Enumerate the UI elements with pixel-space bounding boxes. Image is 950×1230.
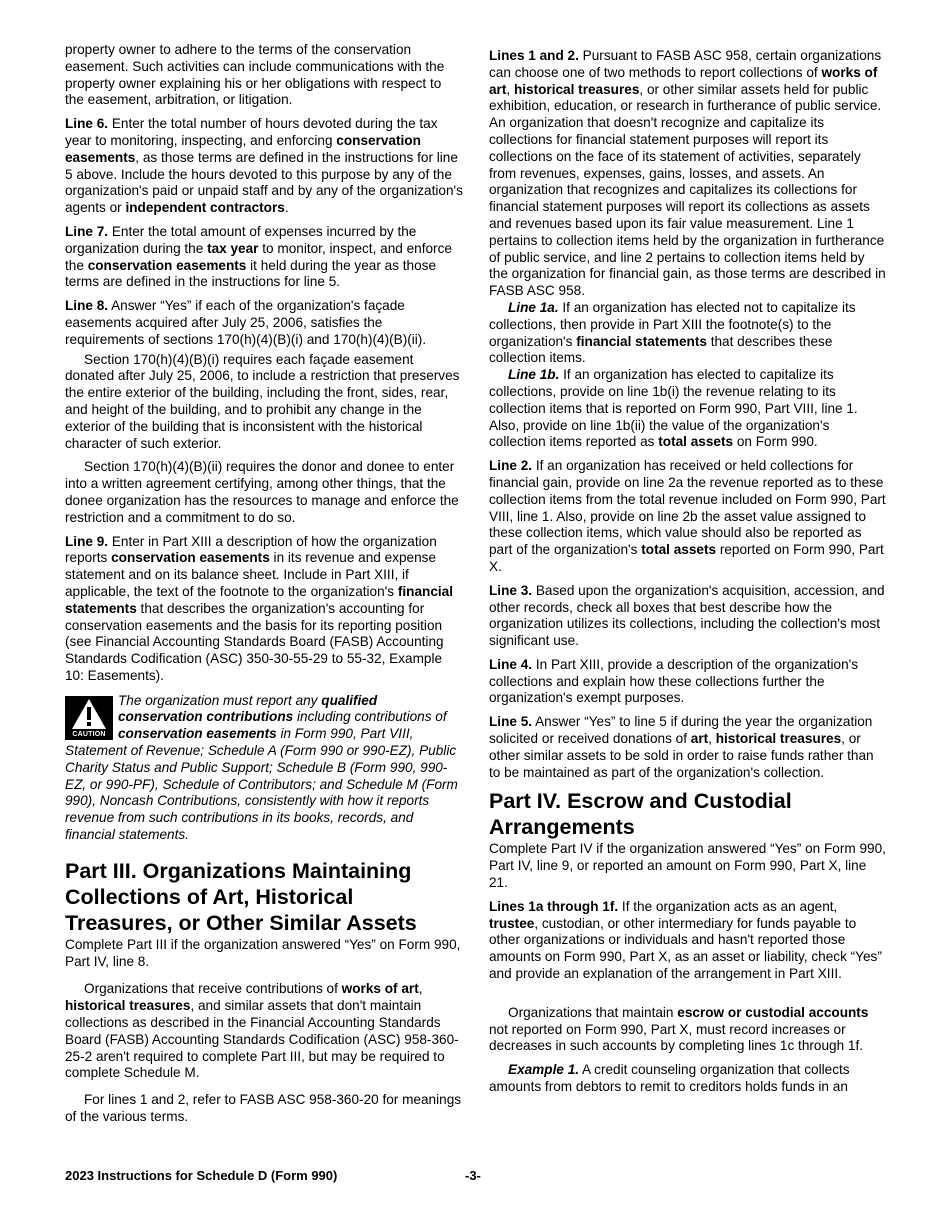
caution-icon [65, 696, 113, 740]
bold-term: conservation easements [111, 550, 270, 566]
escrow-accounts-paragraph [489, 1005, 887, 1055]
text: The organization must report any [118, 692, 322, 708]
section-b-ii-paragraph: Section 170(h)(4)(B)(ii) requires the donor and donee to enter into a written agreement certifying, among other things, that the donee organization has the resources to manage and enforce the restriction and a commitment to do so. [65, 459, 459, 525]
text: , [708, 731, 716, 747]
part-3-paragraph [65, 981, 463, 1082]
text: Enter in Part XIII a description of how the organization reports [65, 533, 437, 566]
continued-paragraph: property owner to adhere to the terms of the conservation easement. Such activities can include communications with the property owner explaining his or her obligations with respect to the easement, arbitration, or litigation. [65, 42, 445, 108]
bold-term: financial statements [65, 583, 454, 616]
part-3-intro: Complete Part III if the organization answered “Yes” on Form 990, Part IV, line 8. [65, 936, 461, 969]
lines-1a-1f-label: Lines 1a through 1f. [489, 898, 619, 914]
text: Answer “Yes” if each of the organization's façade easements acquired after July 25, 2006, satisfies the requirements of sections 170(h)(4)(B)(i) and 170(h)(4)(B)(ii). [65, 298, 427, 347]
text: If the organization acts as an agent, [618, 898, 838, 914]
warning-triangle-icon [71, 698, 107, 730]
text: , [506, 81, 514, 97]
text: Answer “Yes” to line 5 if during the year the organization solicited or received donations of [489, 714, 873, 747]
bold-term: financial statements [576, 333, 707, 349]
bold-term: conservation easements [118, 726, 277, 742]
line-5-label: Line 5. [489, 714, 533, 730]
line-9-label: Line 9. [65, 533, 109, 549]
example-1-label: Example 1. [508, 1062, 580, 1078]
part-3-heading: Part III. Organizations Maintaining Collections of Art, Historical Treasures, or Other Similar Assets [65, 858, 417, 935]
line-8-paragraph [65, 298, 463, 348]
line-6-label: Line 6. [65, 116, 109, 132]
text: Pursuant to FASB ASC 958, certain organizations can choose one of two methods to report collections of [489, 48, 882, 80]
text: , or other similar assets to be sold in order to raise funds rather than to be maintained as part of the organization's collection. [489, 731, 874, 780]
text: In Part XIII, provide a description of the organization's collections and explain how these collections further the organization's exempt purposes. [489, 656, 859, 706]
bold-term: art [690, 731, 709, 747]
line-1b-label: Line 1b. [508, 367, 560, 383]
line-5-paragraph [489, 714, 887, 781]
line-4-paragraph [489, 657, 887, 707]
part-4-intro: Complete Part IV if the organization answered “Yes” on Form 990, Part IV, line 9, or reported an amount on Form 990, Part X, line 21. [489, 841, 886, 891]
bold-term: works of art [489, 64, 878, 97]
bold-term: qualified conservation contributions [118, 692, 378, 725]
bold-term: works of art [341, 981, 419, 997]
right-column [489, 48, 887, 1103]
bold-term: historical treasures [513, 81, 640, 97]
line-3-label: Line 3. [489, 582, 533, 598]
line-2-paragraph [489, 458, 887, 576]
line-6-paragraph [65, 116, 463, 217]
line-7-label: Line 7. [65, 223, 109, 239]
part-4-heading: Part IV. Escrow and Custodial Arrangements [489, 789, 792, 840]
line-2-label: Line 2. [489, 458, 533, 474]
line-1a-paragraph [489, 300, 887, 367]
lines-1-2-label: Lines 1 and 2. [489, 48, 579, 63]
lines-1a-1f-paragraph [489, 899, 887, 983]
page-number: -3- [465, 1168, 481, 1183]
lines-1-2-paragraph [489, 48, 887, 300]
line-3-paragraph [489, 583, 887, 650]
text: Organizations that receive contributions of [84, 981, 342, 997]
text: , or other similar assets held for public exhibition, education, or research in furtherance of public service. An organization that doesn't recognize and capitalize its collections for financial statement purposes will report its collections on the face of its statement of activities, separately from revenues, expenses, gains, losses, and assets. An organization that recognizes and capitalizes its collections for financial statement purposes will report its collections as assets and revenues based upon its fair value measurement. Line 1 pertains to collection items held by the organization in furtherance of public service, and line 2 pertains to collection items held by the organization for financial gain, as those terms are described in FASB ASC 958. [489, 81, 886, 299]
line-1b-paragraph [489, 367, 887, 451]
text: Organizations that maintain [508, 1004, 678, 1020]
caution-note [65, 693, 463, 844]
line-1a-label: Line 1a. [508, 299, 559, 315]
caution-label: CAUTION [72, 730, 106, 738]
line-4-label: Line 4. [489, 656, 533, 672]
bold-term: total assets [641, 542, 717, 558]
text: not reported on Form 990, Part X, must record increases or decreases in such accounts by completing lines 1c through 1f. [489, 1021, 864, 1054]
text: Enter the total number of hours devoted during the tax year to monitoring, inspecting, and enforcing [65, 116, 438, 148]
bold-term: tax year [207, 240, 259, 256]
text: to monitor, inspect, and enforce the [65, 240, 452, 273]
text: Enter the total amount of expenses incurred by the organization during the [65, 223, 417, 256]
bold-term: total assets [658, 434, 734, 450]
text: , as those terms are defined in the instructions for line 5 above. Include the hours devoted to this purpose by any of the organization's paid or unpaid staff and by any of the organization's agents or [65, 149, 463, 216]
bold-term: historical treasures [715, 731, 842, 747]
text: in its revenue and expense statement and on its balance sheet. Include in Part XIII, if applicable, the text of the footnote to the organization's [65, 550, 437, 599]
line-8-label: Line 8. [65, 298, 109, 314]
bold-term: independent contractors [125, 200, 285, 216]
section-b-i-paragraph: Section 170(h)(4)(B)(i) requires each façade easement donated after July 25, 2006, to include a restriction that preserves the entire exterior of the building, including the front, sides, rear, and height of the building, and to prohibit any change in the exterior of the building that is inconsistent with the historical character of such exterior. [65, 351, 460, 451]
text: that describes these collection items. [489, 333, 833, 366]
bold-term: escrow or custodial accounts [677, 1004, 869, 1020]
text: Based upon the organization's acquisition, accession, and other records, check all boxes that best describe how the organization utilizes its collections, including the collection's most significant use. [489, 582, 885, 649]
text: , custodian, or other intermediary for funds payable to other organizations or individuals and hasn't reported those amounts on Form 990, Part X, as an asset or liability, check “Yes” and provide an explanation of the arrangement in Part XIII. [489, 915, 882, 982]
text: If an organization has elected to capitalize its collections, provide on line 1b(i) the revenue relating to its collection items that is reported on Form 990, Part VIII, line 1. Also, provide on line 1b(ii) the value of the organization's collection items reported as [489, 367, 858, 450]
text: it held during the year as those terms are defined in the instructions for line 5. [65, 257, 437, 290]
bold-term: conservation easements [65, 132, 421, 165]
text: , [418, 981, 423, 997]
text: A credit counseling organization that collects amounts from debtors to remit to creditors holds funds in an [489, 1062, 850, 1095]
text: including contributions of [293, 709, 447, 725]
text: If an organization has received or held collections for financial gain, provide on line 2a the revenue reported as to these collection items from the total revenue included on Form 990, Part VIII, line 1. Also, provide on line 2b the asset value assigned to these collection items, which value should also be reported as part of the organization's [489, 458, 886, 558]
part-3-terms-paragraph: For lines 1 and 2, refer to FASB ASC 958-360-20 for meanings of the various terms. [65, 1092, 462, 1125]
left-column [65, 42, 463, 1133]
line-9-paragraph [65, 534, 463, 685]
bold-term: conservation easements [87, 257, 247, 273]
text: reported on Form 990, Part X. [489, 542, 884, 574]
bold-term: historical treasures [65, 998, 191, 1014]
bold-term: trustee [489, 915, 535, 931]
footer-title: 2023 Instructions for Schedule D (Form 990) [65, 1168, 338, 1183]
text: , and similar assets that don't maintain collections as described in the Financial Accounting Standards Board (FASB) Accounting Standards Codification (ASC) 958-360-25-2 aren't required to complete Part III, but may be required to complete Schedule M. [65, 998, 459, 1081]
text: that describes the organization's accounting for conservation easements and the basis for its reporting position (see Financial Accounting Standards Board (FASB) Accounting Standards Codification (ASC) 350-30-55-29 to 55-32, Example 10: Easements). [65, 600, 444, 683]
line-7-paragraph [65, 224, 463, 291]
text: If an organization has elected not to capitalize its collections, then provide in Part XIII the footnote(s) to the organization's [489, 299, 856, 349]
text: in Form 990, Part VIII, Statement of Revenue; Schedule A (Form 990 or 990-EZ), Public Charity Status and Public Support; Schedule B (Form 990, 990-EZ, or 990-PF), Schedule of Contributors; and Schedule M (Form 990), Noncash Contributions, consistently with how it reports revenue from such contributions in its books, records, and financial statements. [65, 726, 458, 843]
text: . [284, 200, 289, 216]
example-1-paragraph [489, 1062, 887, 1096]
text: on Form 990. [733, 434, 818, 450]
